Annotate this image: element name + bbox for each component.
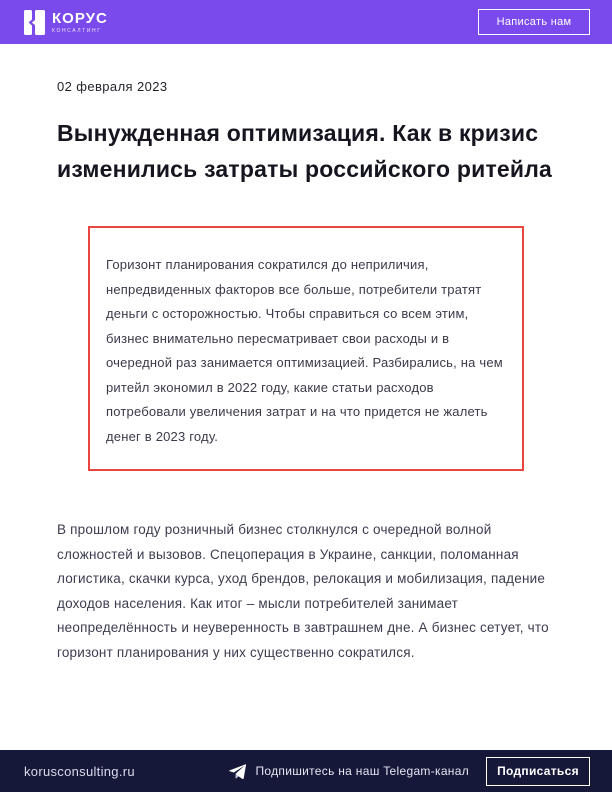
korus-logo[interactable] (24, 10, 108, 35)
footer (0, 750, 612, 792)
korus-logo-icon (24, 10, 45, 35)
quote-text: Горизонт планирования сократился до неприличия, непредвиденных факторов все больше, потребители тратят деньги с осторожностью. Чтобы справиться со всем этим, бизнес внимательно пересматривает свои расходы и в очередной раз занимается оптимизацией. Разбирались, на чем ритейл экономил в 2022 году, какие статьи расходов потребовали увеличения затрат и на что придется не жалеть денег в 2023 году. (106, 257, 503, 444)
telegram-group (229, 764, 469, 779)
logo-subtitle: КОНСАЛТИНГ (52, 27, 102, 34)
logo-title: КОРУС (52, 9, 108, 27)
article-title: Вынужденная оптимизация. Как в кризис изменились затраты российского ритейла (57, 120, 553, 182)
article (0, 44, 612, 665)
site-link[interactable]: korusconsulting.ru (24, 763, 135, 779)
logo-text (52, 11, 108, 34)
quote-box (88, 226, 524, 471)
article-paragraph: В прошлом году розничный бизнес столкнулся с очередной волной сложностей и вызовов. Спецоперация в Украине, санкции, поломанная логистика, скачки курса, уход брендов, релокация и мобилизация, падение доходов населения. Как итог – мысли потребителей занимает неопределённость и неуверенность в завтрашнем дне. А бизнес сетует, что горизонт планирования у них существенно сократился. (57, 522, 549, 660)
subscribe-button[interactable]: Подписаться (486, 757, 590, 786)
header (0, 0, 612, 44)
article-date: 02 февраля 2023 (57, 79, 168, 94)
contact-button[interactable]: Написать нам (478, 9, 590, 35)
telegram-icon (229, 764, 246, 779)
telegram-text: Подпишитесь на наш Telegam-канал (255, 764, 469, 778)
